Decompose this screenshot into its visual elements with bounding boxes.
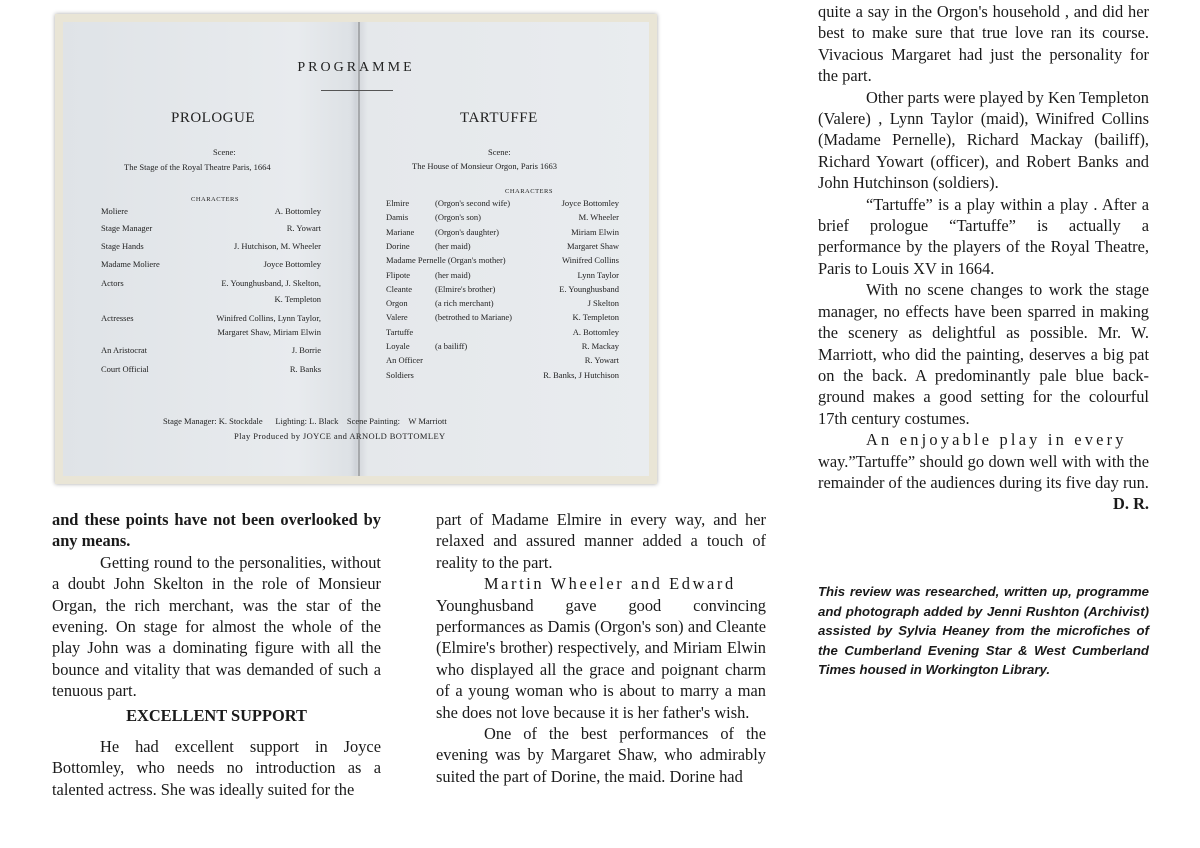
prologue-actor: Winifred Collins, Lynn Taylor, (216, 313, 321, 323)
prologue-characters-label: CHARACTERS (191, 196, 239, 203)
tartuffe-role: Dorine (386, 240, 410, 251)
prologue-actor: R. Yowart (286, 223, 321, 233)
tartuffe-role-description: (a rich merchant) (435, 298, 494, 309)
prologue-actor: Margaret Shaw, Miriam Elwin (217, 327, 321, 337)
prologue-scene-label: Scene: (213, 147, 236, 157)
tartuffe-actor: R. Yowart (584, 355, 619, 366)
programme-sheet (63, 22, 649, 476)
tartuffe-actor: R. Mackay (581, 341, 619, 351)
column3-paragraph-2: Other parts were played by Ken Templeton (Valere) , Lynn Taylor (maid), Winifred Collins (Madame Pernelle), Richard Mackay (bailiff), Richard Yowart (officer), and Robert Banks and John Hutchinson (soldiers). (818, 87, 1149, 193)
programme-image (55, 14, 657, 484)
tartuffe-actor: J Skelton (587, 298, 619, 309)
prologue-actor: J. Borrie (291, 345, 321, 355)
prologue-scene: The Stage of the Royal Theatre Paris, 1664 (124, 162, 271, 172)
prologue-role: Actresses (101, 313, 134, 323)
tartuffe-actor: E. Younghusband (559, 283, 619, 294)
prologue-role: Moliere (101, 206, 128, 216)
tartuffe-heading: TARTUFFE (460, 110, 538, 126)
archivist-note: This review was researched, written up, programme and photograph added by Jenni Rushton (Archivist) assisted by Sylvia Heaney from the microfiches of the Cumberland Evening Star & West Cumberland Times housed in Workington Library. (818, 584, 1149, 677)
column1-paragraph-2: He had excellent support in Joyce Bottomley, who needs no introduction as a talented actress. She was ideally suited for the (52, 737, 381, 799)
excellent-support-subhead: EXCELLENT SUPPORT (126, 705, 307, 725)
tartuffe-role: Madame Pernelle (Organ's mother) (386, 255, 506, 266)
tartuffe-role: Loyale (386, 341, 410, 351)
prologue-actor: Joyce Bottomley (263, 259, 321, 269)
tartuffe-role-description: (Orgon's daughter) (435, 226, 499, 237)
tartuffe-role: Flipote (386, 269, 411, 280)
prologue-role: Actors (101, 278, 124, 288)
tartuffe-actor: Lynn Taylor (577, 269, 619, 280)
column3-paragraph-5-first-line: An enjoyable play in every (866, 430, 1127, 450)
tartuffe-role-description: (a bailiff) (435, 341, 468, 351)
tartuffe-actor: Miriam Elwin (571, 226, 619, 237)
column1-paragraph-1: Getting round to the personalities, without a doubt John Skelton in the role of Monsieur Organ, the rich merchant, was the star of the evening. On stage for almost the whole of the play John was a dominating figure with all the bounce and vitality that was demanded of such a tenuous part. (52, 552, 381, 701)
column3-paragraph-5: way.”Tartuffe” should go down well with with the remainder of the audiences during its five day run. (818, 451, 1149, 492)
tartuffe-role-description: (her maid) (435, 269, 471, 280)
prologue-heading: PROLOGUE (171, 110, 256, 126)
prologue-actor: J. Hutchison, M. Wheeler (233, 241, 321, 251)
programme-title: PROGRAMME (297, 60, 415, 75)
programme-credits: Stage Manager: K. Stockdale Lighting: L. Black Scene Painting: W Marriott (163, 416, 447, 426)
tartuffe-role: Orgon (386, 298, 408, 309)
column3-paragraph-3: “Tartuffe” is a play within a play . After a brief prologue “Tartuffe” is actually a performance by the players of the Royal Theatre, Paris to Louis XV in 1664. (818, 194, 1149, 278)
tartuffe-actor: Joyce Bottomley (561, 198, 619, 208)
tartuffe-role-description: (Orgon's son) (435, 212, 481, 223)
tartuffe-role: Soldiers (386, 369, 414, 380)
tartuffe-actor: R. Banks, J Hutchison (543, 369, 619, 380)
tartuffe-role-description: (Orgon's second wife) (435, 198, 511, 208)
tartuffe-role-description: (her maid) (435, 240, 471, 251)
article-column-3 (818, 1, 1149, 515)
prologue-actor: R. Banks (289, 364, 321, 374)
column3-paragraph-4: With no scene changes to work the stage manager, no effects have been sparred in making the scenery as delightful as possible. Mr. W. Marriott, who did the painting, deserves a big pat on the back. A predominantly pale blue back-ground makes a good setting for the colourful 17th century costumes. (818, 280, 1149, 428)
column2-paragraph-2: Younghusband gave good convincing performances as Damis (Orgon's son) and Cleante (Elmire's brother) respectively, and Miriam Elwin who displayed all the grace and poignant charm of a young woman who is about to marry a man she does not love because it is her father's wish. (436, 595, 766, 722)
article-column-2 (436, 509, 766, 787)
prologue-role: An Aristocrat (101, 345, 148, 355)
prologue-actor: A. Bottomley (274, 206, 321, 216)
column1-lead: and these points have not been overlooked by any means. (52, 510, 381, 551)
tartuffe-role: Damis (386, 212, 409, 223)
tartuffe-role: Mariane (386, 226, 415, 237)
tartuffe-role: Elmire (386, 198, 410, 208)
tartuffe-role: An Officer (386, 355, 423, 366)
prologue-role: Stage Manager (101, 223, 153, 233)
tartuffe-role: Cleante (386, 283, 412, 294)
tartuffe-actor: A. Bottomley (572, 326, 619, 337)
article-column-1 (52, 509, 381, 800)
prologue-actor: E. Younghusband, J. Skelton, (221, 278, 321, 288)
programme-producers: Play Produced by JOYCE and ARNOLD BOTTOMLEY (234, 431, 446, 441)
prologue-role: Madame Moliere (101, 259, 160, 269)
tartuffe-actor: Winifred Collins (561, 255, 619, 266)
column2-paragraph-1: part of Madame Elmire in every way, and her relaxed and assured manner added a touch of reality to the part. (436, 510, 766, 572)
tartuffe-role: Tartuffe (386, 326, 414, 337)
tartuffe-scene: The House of Monsieur Orgon, Paris 1663 (412, 161, 558, 171)
tartuffe-characters-label: CHARACTERS (505, 188, 553, 195)
tartuffe-actor: Margaret Shaw (566, 240, 619, 251)
tartuffe-role: Valere (386, 312, 408, 323)
tartuffe-role-description: (betrothed to Mariane) (435, 312, 512, 323)
prologue-role: Stage Hands (101, 241, 144, 251)
title-rule (321, 90, 393, 91)
tartuffe-actor: M. Wheeler (578, 212, 619, 223)
prologue-actor: K. Templeton (274, 294, 321, 304)
tartuffe-scene-label: Scene: (488, 147, 511, 157)
column2-paragraph-3: One of the best performances of the evening was by Margaret Shaw, who admirably suited the part of Dorine, the maid. Dorine had (436, 724, 766, 786)
tartuffe-actor: K. Templeton (572, 312, 619, 323)
prologue-role: Court Official (101, 364, 149, 374)
tartuffe-role-description: (Elmire's brother) (435, 283, 496, 294)
author-signature: D. R. (1113, 494, 1149, 514)
column2-paragraph-2-first-line: Martin Wheeler and Edward (484, 574, 736, 594)
column3-paragraph-1: quite a say in the Orgon's household , and did her best to make sure that true love ran its course. Vivacious Margaret had just the personality for the part. (818, 2, 1149, 86)
